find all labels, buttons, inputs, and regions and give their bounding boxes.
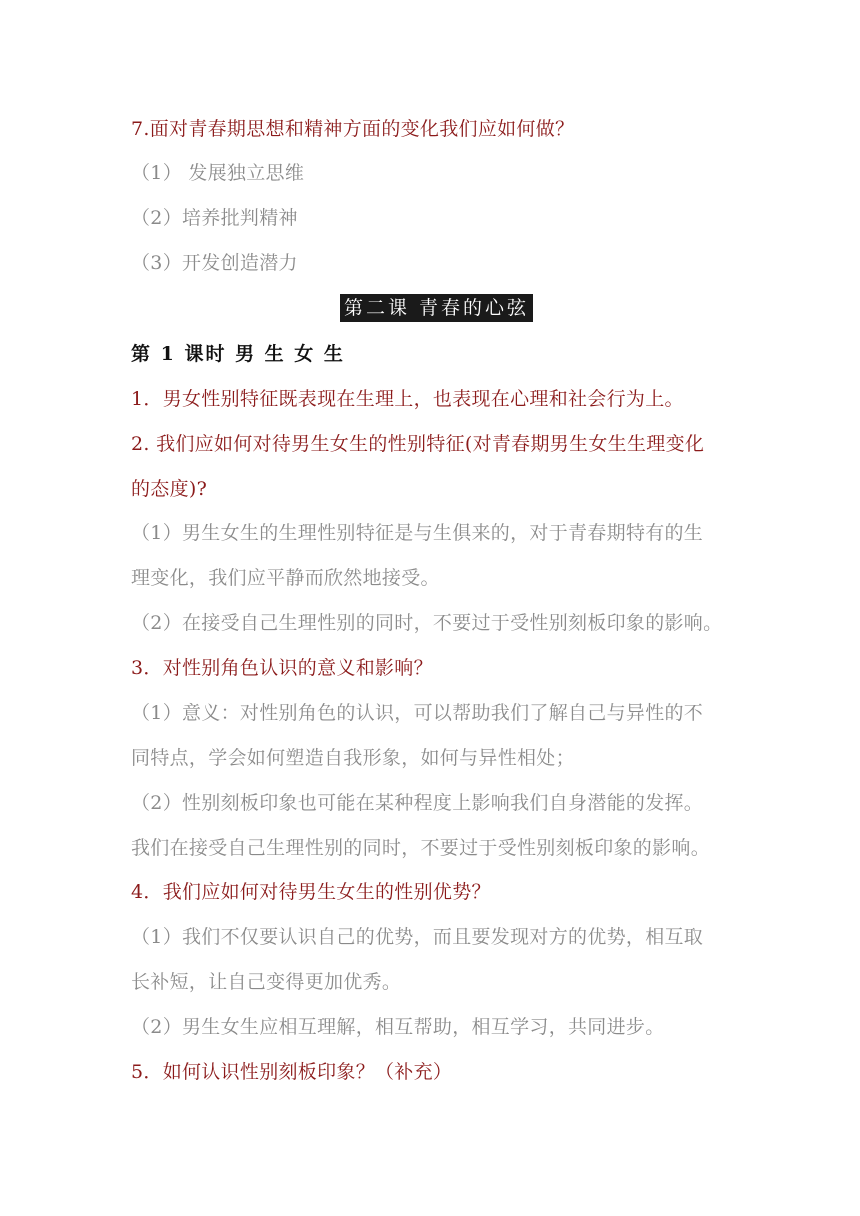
- answer-2-1-line-1: （1）男生女生的生理性别特征是与生俱来的，对于青春期特有的生: [131, 522, 704, 544]
- answer-3-2: （2）性别刻板印象也可能在某种程度上影响我们自身潜能的发挥。: [131, 792, 704, 814]
- answer-7-3: （3）开发创造潜力: [131, 252, 298, 274]
- answer-4-1-line-1: （1）我们不仅要认识自己的优势，而且要发现对方的优势，相互取: [131, 926, 704, 948]
- question-5: 5．如何认识性别刻板印象？（补充）: [131, 1061, 453, 1083]
- lesson-title: 第 1 课时 男 生 女 生: [131, 343, 345, 365]
- question-1: 1．男女性别特征既表现在生理上，也表现在心理和社会行为上。: [131, 388, 684, 410]
- question-2-line-2: 的态度)?: [131, 478, 208, 500]
- answer-3-1-line-2: 同特点，学会如何塑造自我形象，如何与异性相处；: [131, 747, 575, 769]
- answer-3-1-line-1: （1）意义：对性别角色的认识，可以帮助我们了解自己与异性的不: [131, 702, 704, 724]
- question-2-line-1: 2. 我们应如何对待男生女生的性别特征(对青春期男生女生生理变化: [131, 433, 705, 455]
- question-4: 4．我们应如何对待男生女生的性别优势？: [131, 881, 491, 903]
- answer-3-3: 我们在接受自己生理性别的同时，不要过于受性别刻板印象的影响。: [131, 837, 711, 859]
- answer-2-1-line-2: 理变化，我们应平静而欣然地接受。: [131, 567, 440, 589]
- answer-4-2: （2）男生女生应相互理解，相互帮助，相互学习，共同进步。: [131, 1016, 665, 1038]
- answer-7-1: （1） 发展独立思维: [131, 162, 305, 184]
- question-3: 3．对性别角色认识的意义和影响？: [131, 657, 433, 679]
- answer-4-1-line-2: 长补短，让自己变得更加优秀。: [131, 971, 402, 993]
- answer-7-2: （2）培养批判精神: [131, 207, 298, 229]
- chapter-title: 第二课 青春的心弦: [340, 294, 533, 322]
- question-7: 7.面对青春期思想和精神方面的变化我们应如何做？: [131, 118, 575, 140]
- answer-2-2: （2）在接受自己生理性别的同时，不要过于受性别刻板印象的影响。: [131, 612, 723, 634]
